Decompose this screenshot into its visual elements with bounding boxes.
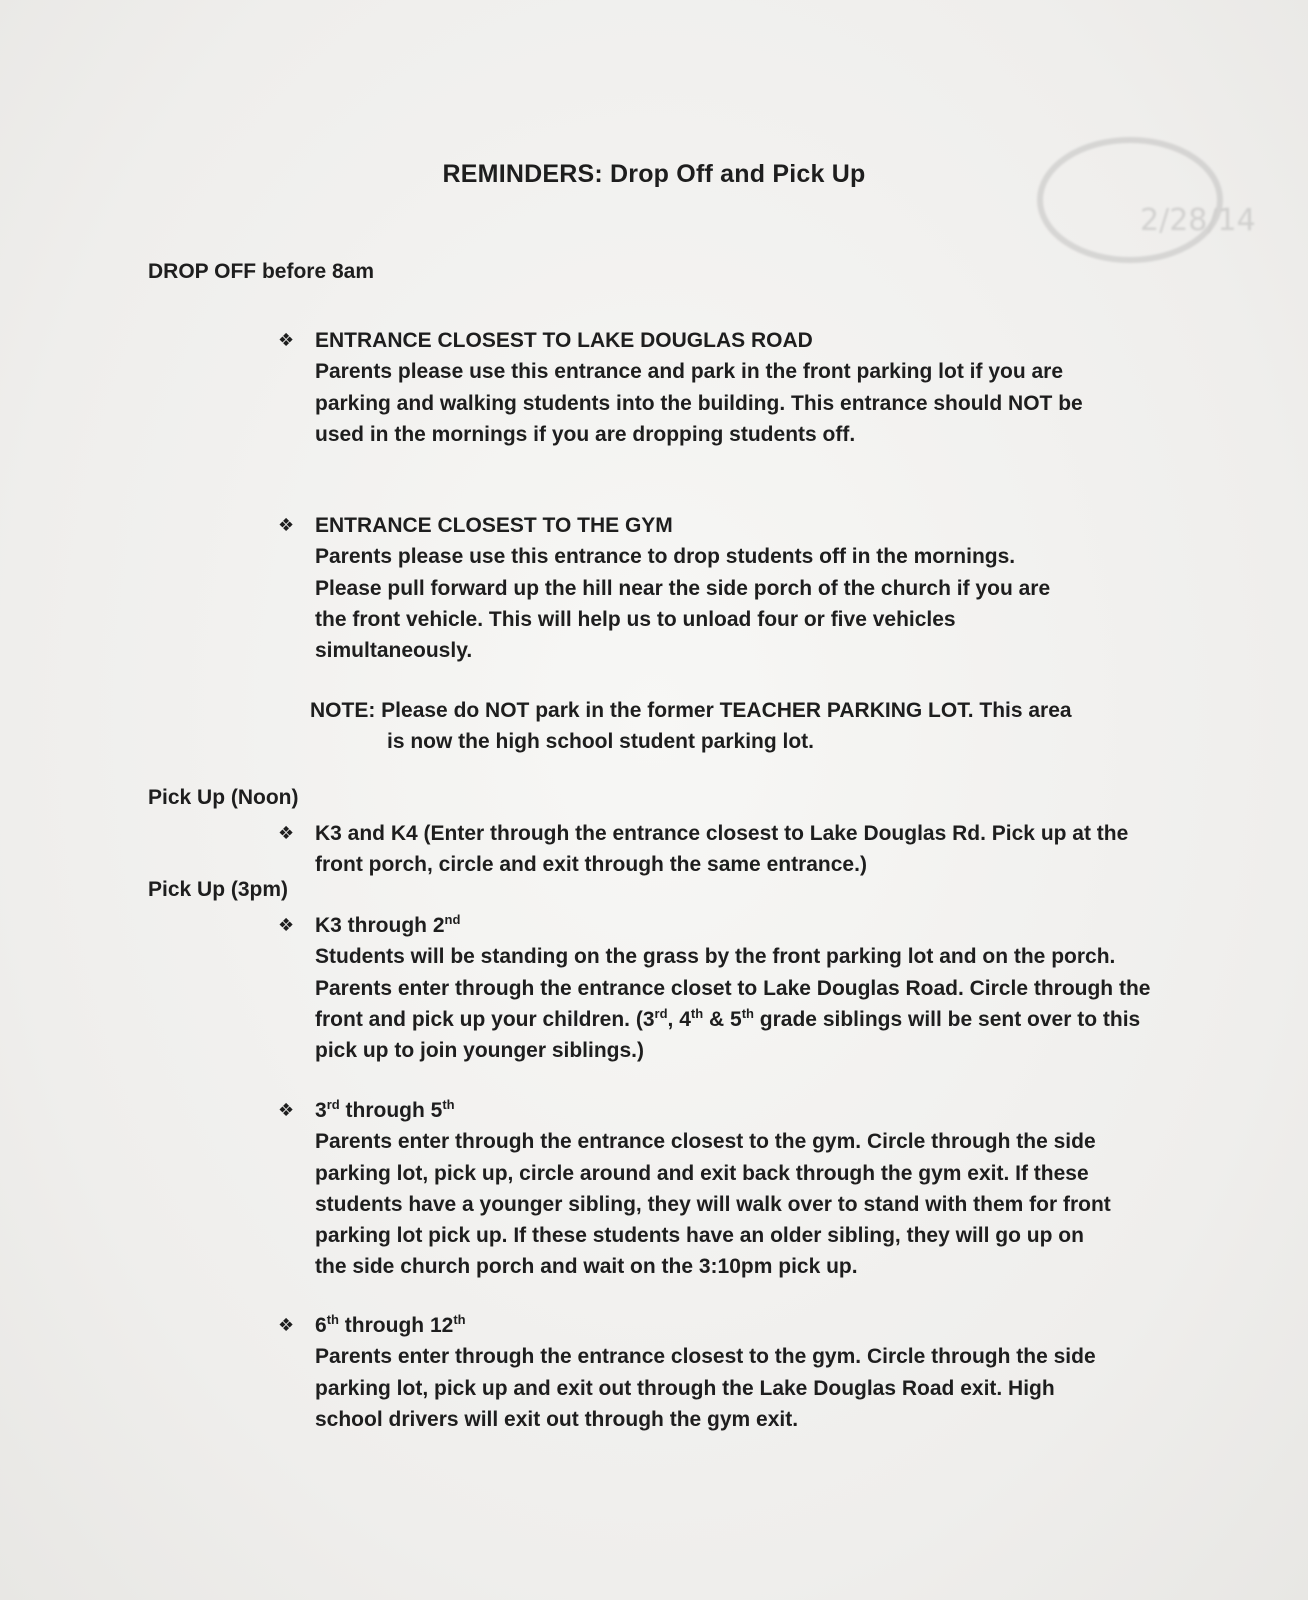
note-label: NOTE:	[310, 699, 376, 722]
pickup-noon-item	[278, 818, 1158, 881]
drop-off-label: DROP OFF before 8am	[148, 260, 374, 283]
item-heading: 6th through 12th	[315, 1312, 466, 1337]
item-heading: ENTRANCE CLOSEST TO THE GYM	[315, 514, 673, 537]
drop-off-item-lake-douglas	[278, 325, 1158, 450]
note-line-1: Please do NOT park in the former TEACHER PARKING LOT. This area	[381, 699, 1072, 722]
item-text: Parents please use this entrance and park in the front parking lot if you are parking and walking students into the building. This entrance should NOT be used in the mornings if you are dropping students off.	[315, 360, 1083, 446]
pickup-3pm-item-3rd-5th	[278, 1095, 1158, 1283]
item-text: K3 and K4 (Enter through the entrance closest to Lake Douglas Rd. Pick up at the front porch, circle and exit through the same entrance.)	[315, 822, 1129, 877]
bullet-diamond-icon: ❖	[278, 915, 295, 935]
bullet-diamond-icon: ❖	[278, 823, 295, 843]
item-heading: 3rd through 5th	[315, 1097, 455, 1122]
note-line-2: is now the high school student parking lot.	[387, 730, 815, 754]
item-text: Parents enter through the entrance closest to the gym. Circle through the side parking lot, pick up and exit out through the Lake Douglas Road exit. High school drivers will exit out through the gym exit.	[315, 1345, 1096, 1431]
pickup-3pm-item-6th-12th	[278, 1310, 1158, 1435]
pickup-3pm-item-k3-2nd	[278, 910, 1158, 1066]
bullet-diamond-icon: ❖	[278, 1100, 295, 1120]
item-text: Parents please use this entrance to drop students off in the mornings. Please pull forward up the hill near the side porch of the church if you are the front vehicle. This will help us to unload four or five vehicles simultaneously.	[315, 545, 1051, 663]
bullet-diamond-icon: ❖	[278, 515, 295, 535]
stamp-date-text: 2/28/14	[1140, 203, 1256, 238]
pickup-noon-label: Pick Up (Noon)	[148, 786, 299, 809]
parking-note	[310, 695, 1160, 758]
item-text: Students will be standing on the grass by the front parking lot and on the porch. Parents enter through the entrance closet to Lake Douglas Road. Circle through the front and pick up your children. (3rd, 4th & 5th grade siblings will be sent over to this pick up to join younger siblings.)	[315, 945, 1151, 1063]
bullet-diamond-icon: ❖	[278, 1315, 295, 1335]
page-title: REMINDERS: Drop Off and Pick Up	[442, 160, 866, 188]
bullet-diamond-icon: ❖	[278, 330, 295, 350]
faded-date-stamp	[1030, 120, 1256, 280]
item-heading: K3 through 2nd	[315, 912, 461, 937]
drop-off-item-gym	[278, 510, 1158, 666]
pickup-3pm-label: Pick Up (3pm)	[148, 878, 289, 901]
item-heading: ENTRANCE CLOSEST TO LAKE DOUGLAS ROAD	[315, 329, 813, 352]
item-text: Parents enter through the entrance closest to the gym. Circle through the side parking lot, pick up, circle around and exit back through the gym exit. If these students have a younger sibling, they will walk over to stand with them for front parking lot pick up. If these students have an older sibling, they will go up on the side church porch and wait on the 3:10pm pick up.	[315, 1130, 1111, 1279]
